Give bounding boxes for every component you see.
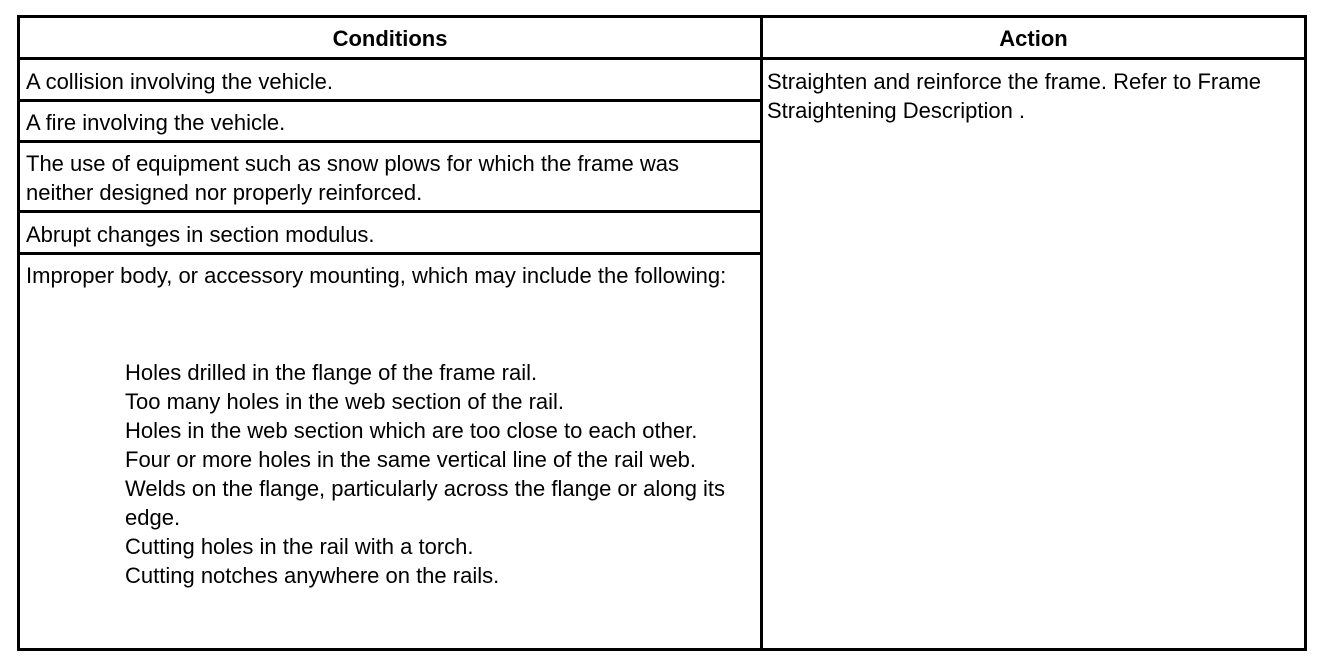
row-divider	[20, 252, 760, 255]
row-divider	[20, 210, 760, 213]
list-item: Cutting notches anywhere on the rails.	[125, 563, 500, 588]
condition-collision: A collision involving the vehicle.	[26, 69, 333, 94]
condition-fire: A fire involving the vehicle.	[26, 110, 286, 135]
mounting-issues-list	[125, 358, 735, 590]
header-action: Action	[999, 25, 1068, 51]
header-divider	[20, 57, 1304, 60]
list-item: Cutting holes in the rail with a torch.	[125, 534, 474, 559]
action-text: Straighten and reinforce the frame. Refer to Frame Straightening Description .	[767, 69, 1262, 123]
list-item: Too many holes in the web section of the rail.	[125, 389, 565, 414]
list-item: Holes drilled in the flange of the frame rail.	[125, 360, 538, 385]
row-divider	[20, 140, 760, 143]
conditions-action-table	[17, 15, 1307, 651]
condition-improper-mounting: Improper body, or accessory mounting, which may include the following:	[26, 263, 727, 288]
row-divider	[20, 99, 760, 102]
condition-equipment: The use of equipment such as snow plows for which the frame was neither designed nor properly reinforced.	[26, 151, 679, 205]
list-item: Welds on the flange, particularly across the flange or along its edge.	[125, 476, 726, 530]
column-divider	[760, 18, 763, 648]
list-item: Holes in the web section which are too close to each other.	[125, 418, 698, 443]
header-conditions: Conditions	[332, 25, 448, 51]
list-item: Four or more holes in the same vertical line of the rail web.	[125, 447, 697, 472]
condition-section-modulus: Abrupt changes in section modulus.	[26, 222, 375, 247]
